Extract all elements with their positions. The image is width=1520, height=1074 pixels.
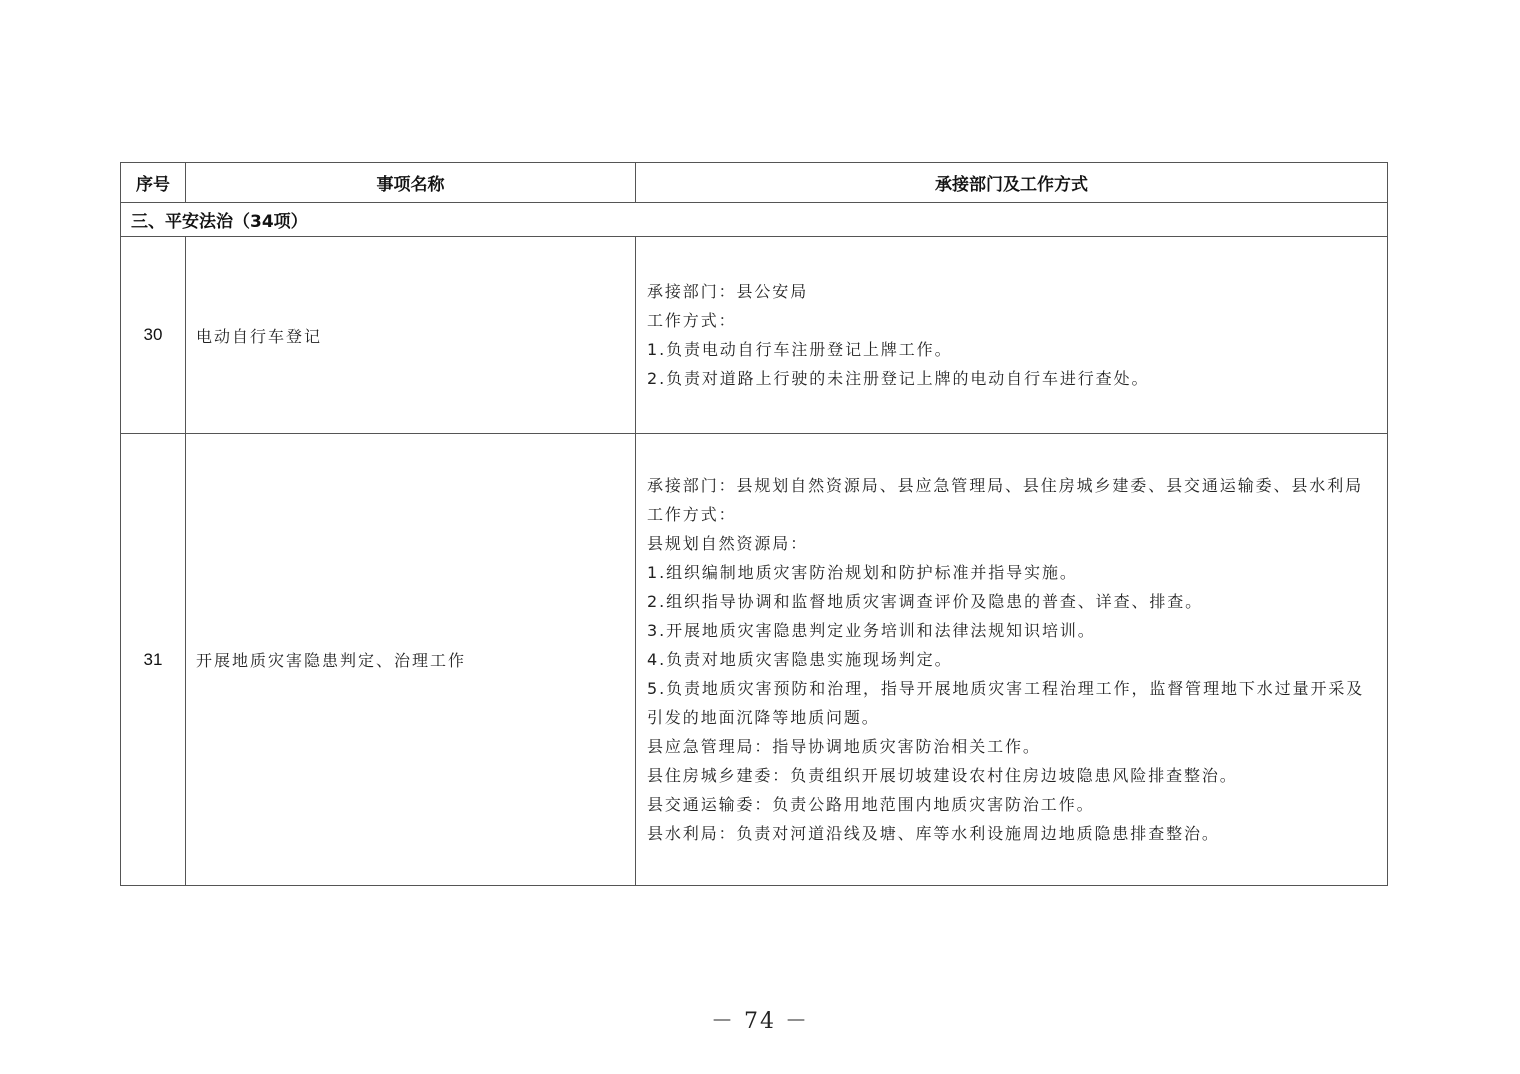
- department-details: [636, 434, 1388, 886]
- detail-line: 县应急管理局：指导协调地质灾害防治相关工作。: [647, 737, 1041, 756]
- detail-line: 2.组织指导协调和监督地质灾害调查评价及隐患的普查、详查、排查。: [647, 592, 1204, 611]
- detail-line: 工作方式：: [647, 311, 737, 330]
- section-title: 三、平安法治（34项）: [121, 203, 1388, 237]
- item-table: [120, 162, 1388, 886]
- item-name: 电动自行车登记: [186, 237, 636, 434]
- detail-line: 县住房城乡建委：负责组织开展切坡建设农村住房边坡隐患风险排查整治。: [647, 766, 1238, 785]
- detail-line: 5.负责地质灾害预防和治理，指导开展地质灾害工程治理工作，监督管理地下水过量开采及引发的地面沉降等地质问题。: [647, 679, 1365, 727]
- detail-line: 承接部门：县规划自然资源局、县应急管理局、县住房城乡建委、县交通运输委、县水利局: [647, 476, 1364, 495]
- page-number: － 74 －: [711, 1009, 809, 1034]
- detail-line: 1.负责电动自行车注册登记上牌工作。: [647, 340, 953, 359]
- header-item-name: 事项名称: [186, 163, 636, 203]
- detail-line: 1.组织编制地质灾害防治规划和防护标准并指导实施。: [647, 563, 1078, 582]
- detail-line: 承接部门：县公安局: [647, 282, 809, 301]
- section-row: [121, 203, 1388, 237]
- detail-line: 县水利局：负责对河道沿线及塘、库等水利设施周边地质隐患排查整治。: [647, 824, 1220, 843]
- detail-line: 县交通运输委：负责公路用地范围内地质灾害防治工作。: [647, 795, 1095, 814]
- header-department: 承接部门及工作方式: [636, 163, 1388, 203]
- department-details: [636, 237, 1388, 434]
- row-number: 30: [121, 237, 186, 434]
- item-name: 开展地质灾害隐患判定、治理工作: [186, 434, 636, 886]
- table-header-row: [121, 163, 1388, 203]
- detail-line: 县规划自然资源局：: [647, 534, 809, 553]
- table-row: [121, 237, 1388, 434]
- detail-line: 2.负责对道路上行驶的未注册登记上牌的电动自行车进行查处。: [647, 369, 1150, 388]
- header-seq: 序号: [121, 163, 186, 203]
- detail-line: 工作方式：: [647, 505, 737, 524]
- detail-line: 3.开展地质灾害隐患判定业务培训和法律法规知识培训。: [647, 621, 1096, 640]
- row-number: 31: [121, 434, 186, 886]
- detail-line: 4.负责对地质灾害隐患实施现场判定。: [647, 650, 953, 669]
- table-row: [121, 434, 1388, 886]
